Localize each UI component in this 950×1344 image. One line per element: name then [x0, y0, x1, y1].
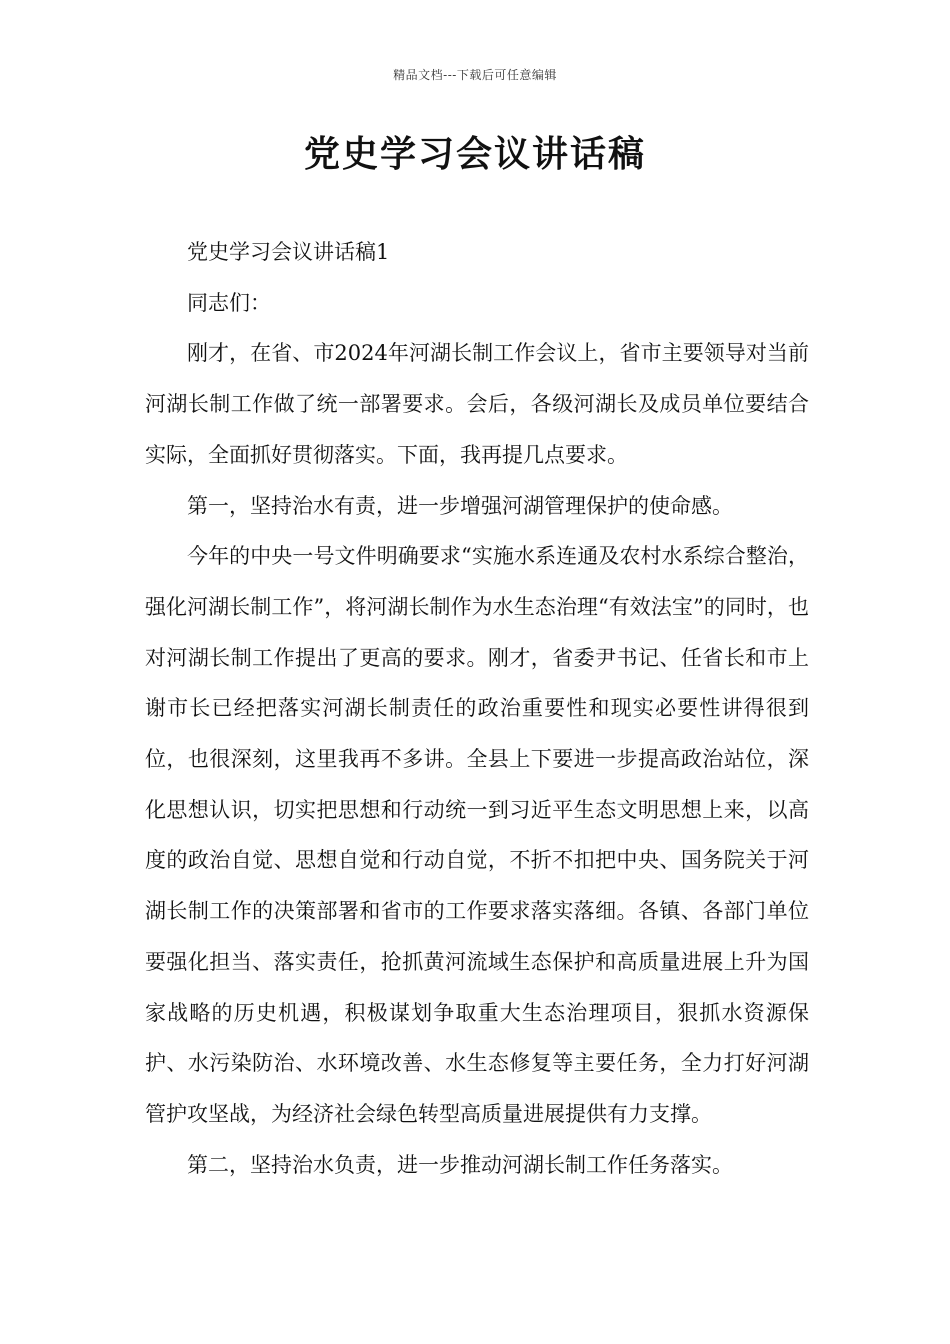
header-note: 精品文档---下载后可任意编辑: [393, 68, 557, 82]
paragraph-subtitle: 党史学习会议讲话稿1: [187, 240, 390, 264]
paragraph-intro: 刚才，在省、市2024年河湖长制工作会议上，省市主要领导对当前河湖长制工作做了统一部署要求。会后，各级河湖长及成员单位要结合实际，全面抓好贯彻落实。下面，我再提几点要求。: [145, 341, 809, 467]
paragraph-point-one-body: 今年的中央一号文件明确要求“实施水系连通及农村水系综合整治，强化河湖长制工作”，将河湖长制作为水生态治理“有效法宝”的同时，也对河湖长制工作提出了更高的要求。刚才，省委尹书记、任省长和市上谢市长已经把落实河湖长制责任的政治重要性和现实必要性讲得很到位，也很深刻，这里我再不多讲。全县上下要进一步提高政治站位，深化思想认识，切实把思想和行动统一到习近平生态文明思想上来，以高度的政治自觉、思想自觉和行动自觉，不折不扣把中央、国务院关于河湖长制工作的决策部署和省市的工作要求落实落细。各镇、各部门单位要强化担当、落实责任，抢抓黄河流域生态保护和高质量进展上升为国家战略的历史机遇，积极谋划争取重大生态治理项目，狠抓水资源保护、水污染防治、水环境改善、水生态修复等主要任务，全力打好河湖管护攻坚战，为经济社会绿色转型高质量进展提供有力支撑。: [145, 544, 809, 1126]
paragraph-salutation: 同志们：: [187, 290, 271, 315]
document-title: 党史学习会议讲话稿: [303, 133, 646, 175]
document-body: [145, 227, 809, 1190]
paragraph-point-one-heading: 第一，坚持治水有责，进一步增强河湖管理保护的使命感。: [187, 493, 733, 518]
paragraph-point-two-heading: 第二，坚持治水负责，进一步推动河湖长制工作任务落实。: [187, 1152, 733, 1177]
